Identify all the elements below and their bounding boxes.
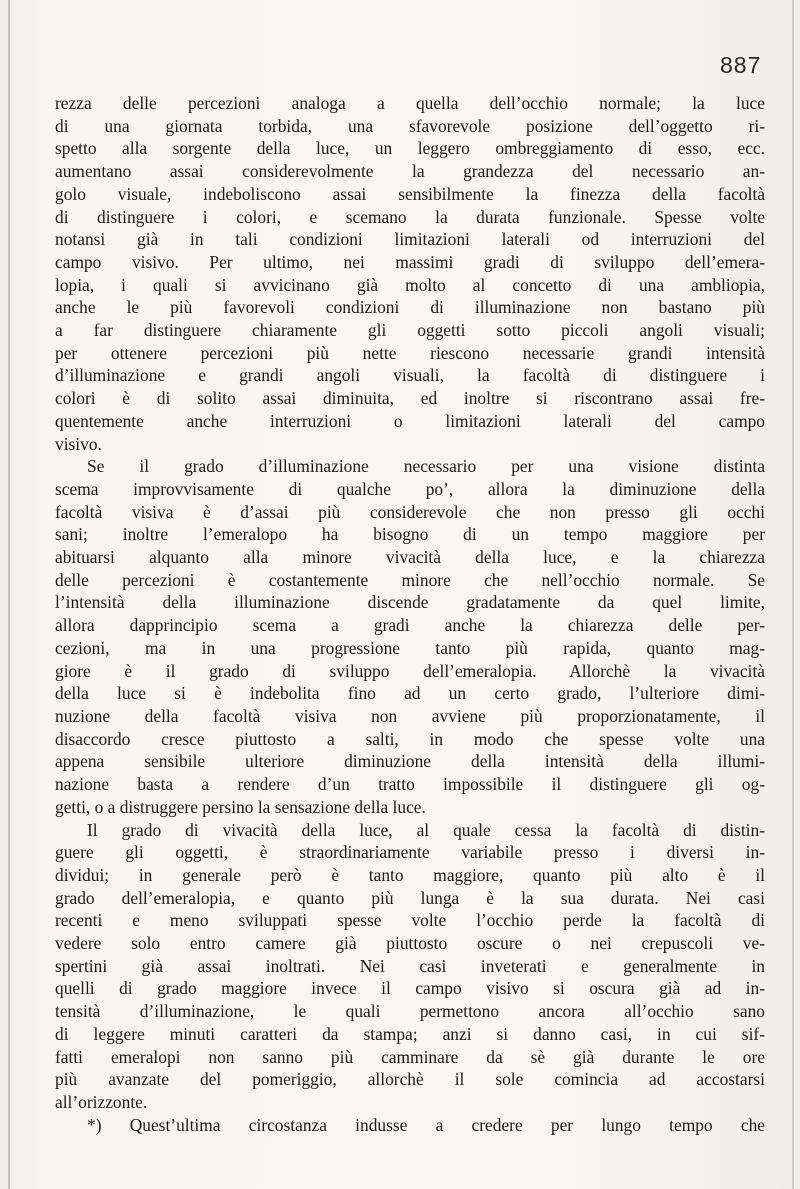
- text-line: rezza delle percezioni analoga a quella dell’occhio normale; la luce: [55, 93, 765, 113]
- body-text: [55, 92, 765, 1136]
- text-line: Se il grado d’illuminazione necessario per una visione distinta: [87, 456, 765, 477]
- text-line: a far distinguere chiaramente gli oggetti sotto piccoli angoli visuali;: [55, 320, 765, 341]
- text-line: getti, o a distruggere persino la sensazione della luce.: [55, 796, 426, 817]
- right-page-edge: [792, 0, 794, 1189]
- text-line: quentemente anche interruzioni o limitazioni laterali del campo: [55, 410, 765, 431]
- text-line: lopia, i quali si avvicinano già molto al concetto di una ambliopia,: [55, 274, 765, 295]
- text-line: sani; inoltre l’emeralopo ha bisogno di un tempo maggiore per: [55, 524, 765, 545]
- text-line: più avanzate del pomeriggio, allorchè il sole comincia ad accostarsi: [55, 1069, 765, 1090]
- text-line: disaccordo cresce piuttosto a salti, in modo che spesse volte una: [55, 728, 765, 749]
- text-line: tensità d’illuminazione, le quali permettono ancora all’occhio sano: [55, 1001, 765, 1022]
- text-line: per ottenere percezioni più nette riescono necessarie grandi intensità: [55, 342, 765, 363]
- text-line: dividui; in generale però è tanto maggiore, quanto più alto è il: [55, 864, 765, 885]
- text-line: guere gli oggetti, è straordinariamente variabile presso i diversi in-: [55, 842, 765, 863]
- text-line: scema improvvisamente di qualche po’, allora la diminuzione della: [55, 478, 765, 499]
- text-line: spetto alla sorgente della luce, un leggero ombreggiamento di esso, ecc.: [55, 138, 765, 159]
- footnote-line: *) Quest’ultima circostanza indusse a credere per lungo tempo che: [87, 1114, 765, 1135]
- text-line: abituarsi alquanto alla minore vivacità della luce, e la chiarezza: [55, 547, 765, 568]
- text-line: di distinguere i colori, e scemano la durata funzionale. Spesse volte: [55, 206, 765, 227]
- text-line: delle percezioni è costantemente minore che nell’occhio normale. Se: [55, 569, 765, 590]
- text-line: grado dell’emeralopia, e quanto più lunga è la sua durata. Nei casi: [55, 887, 765, 908]
- text-line: di leggere minuti caratteri da stampa; anzi si danno casi, in cui sif-: [55, 1023, 765, 1044]
- text-line: giore è il grado di sviluppo dell’emeralopia. Allorchè la vivacità: [55, 660, 765, 681]
- text-line: allora dapprincipio scema a gradi anche la chiarezza delle per-: [55, 615, 765, 636]
- page-number: 887: [720, 52, 762, 78]
- text-line: golo visuale, indeboliscono assai sensibilmente la finezza della facoltà: [55, 183, 765, 204]
- text-line: cezioni, ma in una progressione tanto più rapida, quanto mag-: [55, 637, 765, 658]
- text-line: aumentano assai considerevolmente la grandezza del necessario an-: [55, 161, 765, 182]
- text-line: facoltà visiva è d’assai più considerevole che non presso gli occhi: [55, 501, 765, 522]
- text-line: vedere solo entro camere già piuttosto oscure o nei crepuscoli ve-: [55, 933, 765, 954]
- text-line: l’intensità della illuminazione discende gradatamente da quel limite,: [55, 592, 765, 613]
- text-line: fatti emeralopi non sanno più camminare da sè già durante le ore: [55, 1046, 765, 1067]
- text-line: recenti e meno sviluppati spesse volte l’occhio perde la facoltà di: [55, 910, 765, 931]
- text-line: di una giornata torbida, una sfavorevole posizione dell’oggetto ri-: [55, 115, 765, 136]
- text-line: d’illuminazione e grandi angoli visuali, la facoltà di distinguere i: [55, 365, 765, 386]
- text-line: spertini già assai inoltrati. Nei casi inveterati e generalmente in: [55, 955, 765, 976]
- text-line: anche le più favorevoli condizioni di illuminazione non bastano più: [55, 297, 765, 318]
- text-line: nuzione della facoltà visiva non avviene più proporzionatamente, il: [55, 705, 765, 726]
- text-line: appena sensibile ulteriore diminuzione della intensità della illumi-: [55, 751, 765, 772]
- text-line: all’orizzonte.: [55, 1091, 148, 1112]
- text-line: della luce si è indebolita fino ad un certo grado, l’ulteriore dimi-: [55, 683, 765, 704]
- text-line: colori è di solito assai diminuita, ed inoltre si riscontrano assai fre-: [55, 388, 765, 409]
- text-line: quelli di grado maggiore invece il campo visivo si oscura già ad in-: [55, 978, 765, 999]
- text-line: visivo.: [55, 433, 102, 454]
- text-line: notansi già in tali condizioni limitazioni laterali od interruzioni del: [55, 229, 765, 250]
- text-line: Il grado di vivacità della luce, al quale cessa la facoltà di distin-: [87, 819, 765, 840]
- left-binding-edge: [8, 0, 10, 1189]
- text-line: campo visivo. Per ultimo, nei massimi gradi di sviluppo dell’emera-: [55, 251, 765, 272]
- text-line: nazione basta a rendere d’un tratto impossibile il distinguere gli og-: [55, 774, 765, 795]
